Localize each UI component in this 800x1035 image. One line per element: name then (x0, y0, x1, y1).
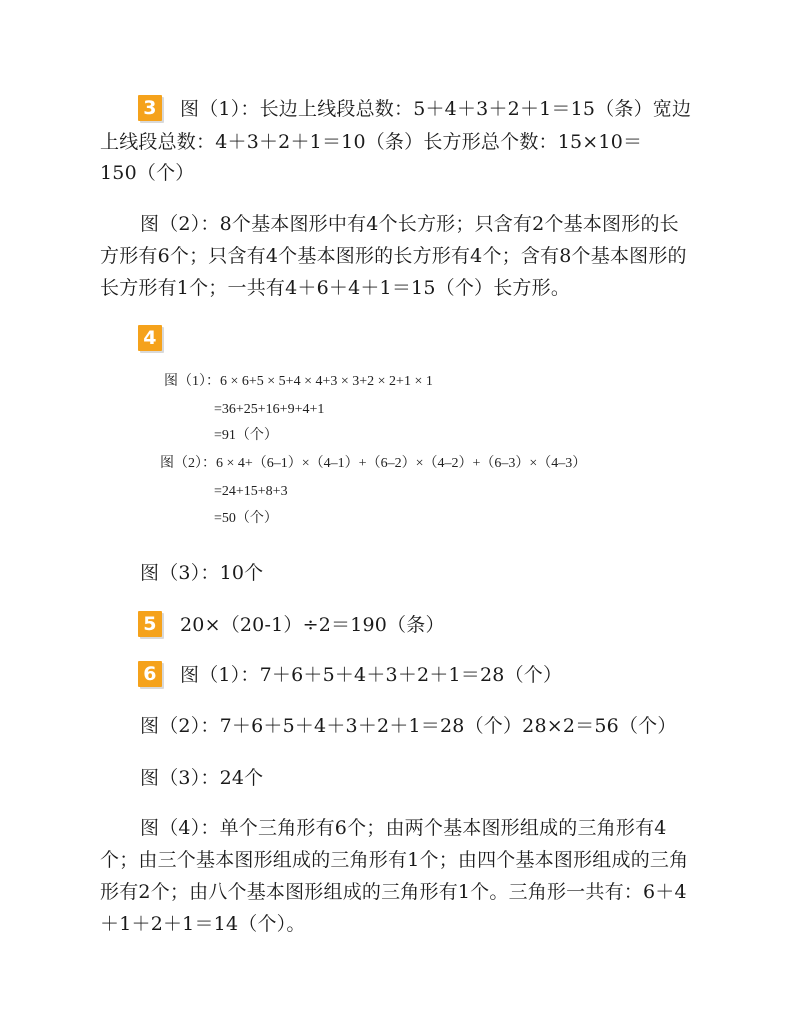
question-number-badge: 3 (138, 95, 162, 121)
q3-fig2-line-1: 图（2）：8个基本图形中有4个长方形；只含有2个基本图形的长 (140, 213, 679, 235)
q6-fig2-text: 图（2）：7＋6＋5＋4＋3＋2＋1＝28（个）28×2＝56（个） (140, 715, 677, 737)
q6-line-1 (138, 660, 562, 691)
q3-line-2: 上线段总数：4＋3＋2＋1＝10（条）长方形总个数：15×10＝ (100, 131, 643, 153)
q3-fig1-text: 图（1）：长边上线段总数：5＋4＋3＋2＋1＝15（条）宽边 (180, 98, 692, 120)
q6-fig4-line-1: 图（4）：单个三角形有6个；由两个基本图形组成的三角形有4 (140, 817, 667, 839)
question-number-badge: 4 (138, 325, 162, 351)
q4-formula-5: =24+15+8+3 (214, 484, 288, 499)
q4-formula-2: =36+25+16+9+4+1 (214, 402, 325, 417)
q3-fig2-line-3: 长方形有1个；一共有4＋6＋4＋1＝15（个）长方形。 (100, 277, 571, 299)
q6-fig1-text: 图（1）：7＋6＋5＋4＋3＋2＋1＝28（个） (180, 664, 563, 686)
q4-badge-line (138, 324, 162, 355)
q6-fig4-line-2: 个；由三个基本图形组成的三角形有1个；由四个基本图形组成的三角 (100, 849, 689, 871)
q3-line-1 (138, 94, 691, 125)
q6-fig3-text: 图（3）：24个 (140, 767, 264, 789)
q4-fig3-text: 图（3）：10个 (140, 562, 264, 584)
question-number-badge: 5 (138, 611, 162, 637)
q6-fig4-line-4: ＋1＋2＋1＝14（个）。 (100, 913, 306, 935)
q4-formula-3: =91（个） (214, 428, 278, 443)
q5-text: 20×（20-1）÷2＝190（条） (180, 614, 445, 636)
q3-fig2-line-2: 方形有6个；只含有4个基本图形的长方形有4个；含有8个基本图形的 (100, 245, 687, 267)
q5-line (138, 610, 445, 641)
q4-formula-4: 图（2）：6 × 4+（6–1）×（4–1）+（6–2）×（4–2）+（6–3）×（4–3） (160, 456, 587, 471)
q6-fig4-line-3: 形有2个；由八个基本图形组成的三角形有1个。三角形一共有：6＋4 (100, 881, 687, 903)
question-number-badge: 6 (138, 661, 162, 687)
q4-formula-1: 图（1）：6 × 6+5 × 5+4 × 4+3 × 3+2 × 2+1 × 1 (164, 374, 433, 389)
q3-line-3: 150（个） (100, 162, 195, 184)
q4-formula-6: =50（个） (214, 511, 278, 526)
